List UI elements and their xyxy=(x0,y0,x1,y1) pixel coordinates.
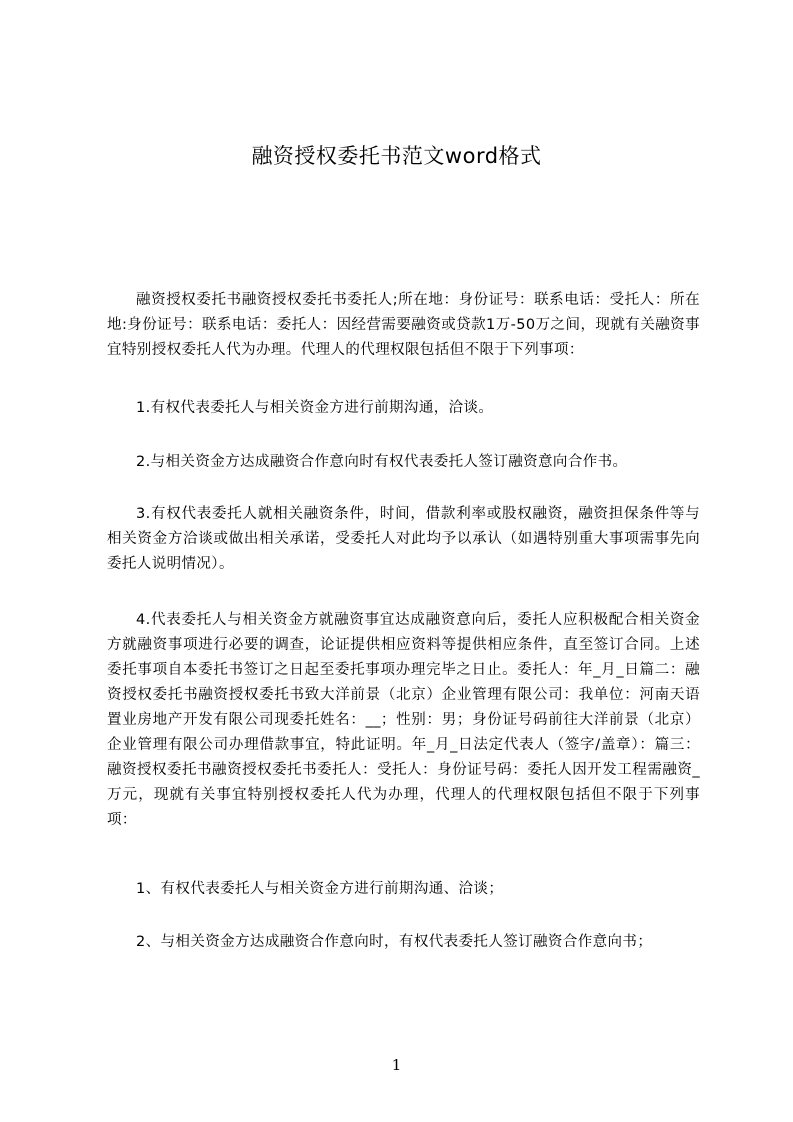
paragraph-item-6 xyxy=(107,930,700,955)
paragraph-item-1 xyxy=(107,396,700,421)
paragraph-item-4 xyxy=(107,608,700,833)
paragraph-text: 4.代表委托人与相关资金方就融资事宜达成融资意向后，委托人应积极配合相关资金方就融资事项进行必要的调查，论证提供相应资料等提供相应条件，直至签订合同。上述委托事项自本委托书签订之日起至委托事项办理完毕之日止。委托人：年_月_日篇二：融资授权委托书融资授权委托书致大洋前景（北京）企业管理有限公司：我单位：河南天语置业房地产开发有限公司现委托姓名：__；性别：男；身份证号码前往大洋前景（北京）企业管理有限公司办理借款事宜，特此证明。年_月_日法定代表人（签字/盖章）：篇三：融资授权委托书融资授权委托书委托人：受托人：身份证号码：委托人因开发工程需融资_万元，现就有关事宜特别授权委托人代为办理，代理人的代理权限包括但不限于下列事项： xyxy=(107,612,700,828)
document-title: 融资授权委托书范文word格式 xyxy=(251,144,542,168)
paragraph-text: 2.与相关资金方达成融资合作意向时有权代表委托人签订融资意向合作书。 xyxy=(136,454,628,470)
paragraph-item-3 xyxy=(107,502,700,577)
paragraph-text: 3.有权代表委托人就相关融资条件，时间，借款利率或股权融资，融资担保条件等与相关资金方洽谈或做出相关承诺，受委托人对此均予以承认（如遇特别重大事项需事先向委托人说明情况）。 xyxy=(107,506,700,572)
paragraph-item-2 xyxy=(107,450,700,475)
page-number: 1 xyxy=(391,1056,402,1074)
paragraph-text: 融资授权委托书融资授权委托书委托人;所在地：身份证号：联系电话：受托人：所在地:身份证号：联系电话：委托人：因经营需要融资或贷款1万-50万之间，现就有关融资事宜特别授权委托人代为办理。代理人的代理权限包括但不限于下列事项： xyxy=(107,292,700,358)
paragraph-intro xyxy=(107,288,700,363)
paragraph-text: 2、与相关资金方达成融资合作意向时，有权代表委托人签订融资合作意向书； xyxy=(136,934,653,950)
paragraph-text: 1、有权代表委托人与相关资金方进行前期沟通、洽谈； xyxy=(136,881,504,897)
paragraph-text: 1.有权代表委托人与相关资金方进行前期沟通，洽谈。 xyxy=(136,400,494,416)
paragraph-item-5 xyxy=(107,877,700,902)
